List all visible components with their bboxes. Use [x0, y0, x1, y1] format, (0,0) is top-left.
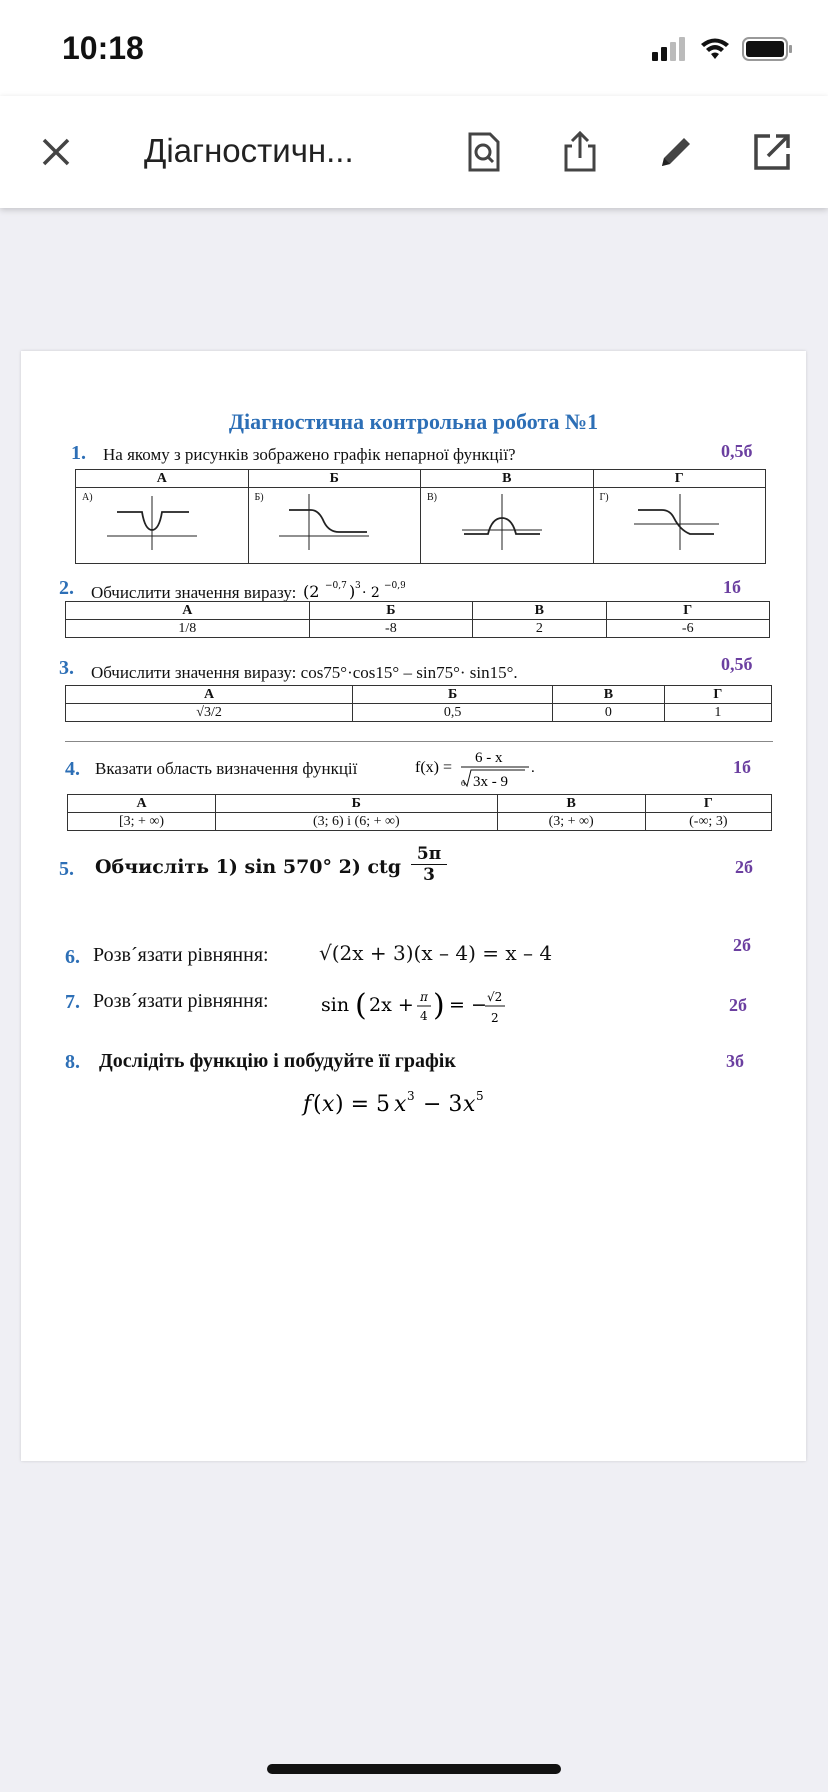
graph-label: В)	[427, 492, 437, 503]
q2-header-g: Г	[606, 602, 769, 620]
battery-icon	[742, 36, 794, 62]
graph-label: Г)	[599, 492, 609, 503]
status-bar	[0, 0, 828, 96]
wifi-icon	[700, 37, 730, 61]
q3-answer-b: 0,5	[353, 704, 553, 722]
svg-text:sin: sin	[321, 994, 350, 1016]
edit-pencil-icon[interactable]	[654, 130, 698, 174]
graph-g-plot	[594, 488, 764, 558]
q3-points: 0,5б	[721, 654, 753, 674]
document-toolbar	[0, 96, 828, 208]
svg-text:3: 3	[407, 1089, 415, 1103]
q3-answer-g: 1	[664, 704, 771, 722]
q2-text-wrap	[91, 580, 405, 603]
svg-text:f(x) =: f(x) =	[415, 759, 453, 776]
q8-function-formula	[301, 1083, 501, 1119]
q3-header-g: Г	[664, 686, 771, 704]
q3-answer-v: 0	[553, 704, 665, 722]
q3-header-v: В	[553, 686, 665, 704]
q4-points: 1б	[733, 757, 751, 777]
svg-text:− 3: − 3	[423, 1092, 463, 1117]
q1-number: 1.	[71, 442, 86, 464]
q3-number: 3.	[59, 657, 74, 679]
q2-number: 2.	[59, 577, 74, 599]
q4-number: 4.	[65, 758, 80, 780]
svg-text:2: 2	[491, 1011, 499, 1025]
svg-text:(: (	[355, 988, 367, 1023]
q1-header-a: А	[76, 470, 249, 488]
close-icon[interactable]	[34, 130, 78, 174]
q4-answer-b: (3; 6) і (6; + ∞)	[216, 813, 498, 831]
q2-header-v: В	[473, 602, 606, 620]
svg-text:.: .	[531, 760, 535, 776]
q7-points: 2б	[729, 995, 747, 1015]
q4-answer-g: (-∞; 3)	[645, 813, 771, 831]
svg-text:) = 5: ) = 5	[335, 1092, 390, 1117]
q6-number: 6.	[65, 946, 80, 968]
svg-text:√2: √2	[487, 990, 503, 1004]
graph-b-plot	[249, 488, 419, 558]
q3-text: Обчислити значення виразу: cos75°·cos15° – sin75°· sin15°.	[91, 663, 518, 682]
q4-answer-a: [3; + ∞)	[68, 813, 216, 831]
q4-header-v: В	[497, 795, 645, 813]
q1-text: На якому з рисунків зображено графік непарної функції?	[103, 445, 516, 464]
svg-text:x: x	[394, 1092, 407, 1117]
svg-text:4: 4	[420, 1009, 428, 1023]
q3-answer-table	[65, 685, 772, 722]
svg-text:−0,7: −0,7	[324, 581, 347, 591]
document-title: Діагностичн...	[144, 132, 354, 169]
q3-header-a: А	[66, 686, 353, 704]
svg-text:(2: (2	[302, 582, 320, 601]
svg-text:= −: = −	[449, 994, 487, 1016]
svg-text:6: 6	[461, 779, 465, 788]
q1-graph-g	[593, 488, 766, 564]
q1-header-g: Г	[593, 470, 766, 488]
graph-label: А)	[82, 492, 93, 503]
q7-number: 7.	[65, 991, 80, 1013]
q8-number: 8.	[65, 1051, 80, 1073]
q7-equation	[319, 977, 519, 1033]
q1-points: 0,5б	[721, 441, 753, 461]
svg-text:3x - 9: 3x - 9	[473, 774, 508, 790]
q2-answer-v: 2	[473, 620, 606, 638]
svg-text:−0,9: −0,9	[383, 581, 405, 591]
q2-answer-table	[65, 601, 770, 638]
q5-fraction-numerator: 5π	[416, 844, 442, 864]
svg-text:(: (	[313, 1092, 322, 1117]
svg-text:6 - x: 6 - x	[475, 750, 503, 766]
graph-v-plot	[422, 488, 592, 558]
q8-points: 3б	[726, 1051, 744, 1071]
q2-header-b: Б	[309, 602, 472, 620]
share-icon[interactable]	[558, 130, 602, 174]
q2-header-a: А	[66, 602, 310, 620]
svg-text:x: x	[322, 1092, 335, 1117]
graph-label: Б)	[254, 492, 264, 503]
q2-text: Обчислити значення виразу:	[91, 583, 297, 602]
svg-text:3: 3	[354, 581, 361, 591]
svg-text:· 2: · 2	[361, 585, 380, 601]
q4-text: Вказати область визначення функції	[95, 759, 358, 778]
svg-text:): )	[433, 988, 445, 1023]
q2-answer-b: -8	[309, 620, 472, 638]
q4-header-a: А	[68, 795, 216, 813]
q1-graph-v	[421, 488, 594, 564]
q5-points: 2б	[735, 857, 753, 877]
status-time: 10:18	[62, 30, 144, 66]
cellular-signal-icon	[652, 37, 688, 61]
q4-header-g: Г	[645, 795, 771, 813]
q4-function-formula	[413, 744, 553, 790]
q5-fraction	[411, 844, 447, 885]
q4-answer-table	[67, 794, 772, 831]
svg-text:2x +: 2x +	[369, 994, 414, 1016]
search-document-icon[interactable]	[462, 130, 506, 174]
svg-text:): )	[348, 582, 355, 601]
document-page	[21, 351, 806, 1461]
q2-answer-g: -6	[606, 620, 769, 638]
q6-points: 2б	[733, 935, 751, 955]
q5-number: 5.	[59, 858, 74, 880]
svg-text:f: f	[303, 1092, 312, 1117]
graph-a-plot	[77, 488, 247, 558]
q1-header-b: Б	[248, 470, 421, 488]
q6-equation: √(2x + 3)(x – 4) = x – 4	[319, 941, 553, 965]
q4-answer-v: (3; + ∞)	[497, 813, 645, 831]
q5-text: Обчисліть 1) sin 570° 2) ctg	[95, 856, 402, 878]
svg-text:π: π	[420, 990, 428, 1004]
q2-expression	[301, 580, 405, 602]
doc-heading: Діагностична контрольна робота №1	[228, 409, 599, 434]
section-divider	[65, 741, 773, 742]
q3-header-b: Б	[353, 686, 553, 704]
q4-header-b: Б	[216, 795, 498, 813]
q2-points: 1б	[723, 577, 741, 597]
q7-text: Розв´язати рівняння:	[93, 990, 269, 1012]
q1-graph-b	[248, 488, 421, 564]
status-icons	[652, 36, 794, 62]
svg-text:x: x	[463, 1092, 476, 1117]
q5-fraction-denominator: 3	[411, 864, 447, 885]
q1-answer-table	[75, 469, 766, 564]
q8-text: Дослідіть функцію і побудуйте її графік	[99, 1050, 456, 1072]
home-indicator[interactable]	[267, 1764, 561, 1774]
q1-header-v: В	[421, 470, 594, 488]
q3-answer-a: √3/2	[66, 704, 353, 722]
svg-text:5: 5	[476, 1089, 484, 1103]
q1-graph-a	[76, 488, 249, 564]
q6-text: Розв´язати рівняння:	[93, 944, 269, 966]
open-external-icon[interactable]	[750, 130, 794, 174]
q2-answer-a: 1/8	[66, 620, 310, 638]
